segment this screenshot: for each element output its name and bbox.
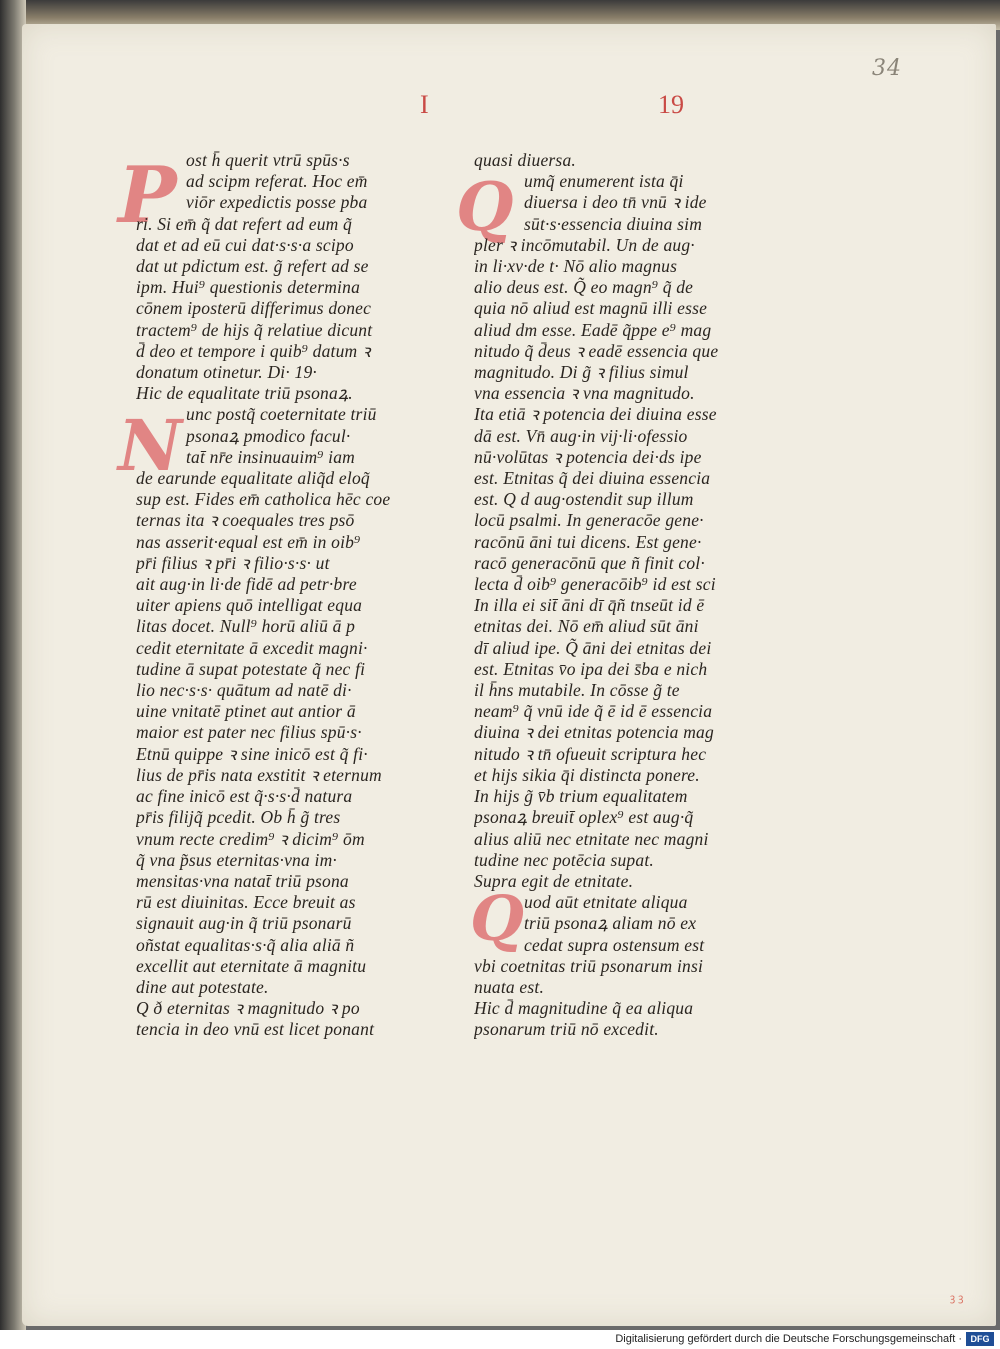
text-line: Q ð eternitas ꝛ magnitudo ꝛ po <box>136 998 360 1019</box>
text-line: vbi coetnitas triū psonarum insi <box>474 955 704 976</box>
text-line: diuersa i deo tn̄ vnū ꝛ ide <box>524 192 707 213</box>
text-line: ternas ita ꝛ coequales tres psō <box>136 510 355 531</box>
text-line: unc postq̃ coeternitate triū <box>186 404 377 425</box>
text-line: dā est. Vn̄ aug·in vij·li·ofessio <box>474 425 688 446</box>
text-column-left <box>136 150 400 1041</box>
dfg-logo: DFG <box>966 1332 994 1346</box>
text-line: viōr expedictis posse pba <box>186 192 368 213</box>
text-line: quia nō aliud est magnū illi esse <box>474 298 708 319</box>
text-line: il h̄ns mutabile. In cōsse g̃ te <box>474 680 680 701</box>
text-line: aliud dm esse. Eadē q̃ppe e⁹ mag <box>474 319 712 340</box>
text-line: est. Etnitas v̄o ipa dei s̄ba e nich <box>474 658 708 679</box>
text-line: ac fine inicō est q̃·s·s·d̄ natura <box>136 786 353 807</box>
text-line: nitudo q̃ d̄eus ꝛ eadē essencia que <box>474 340 719 361</box>
text-line: vna essencia ꝛ vna magnitudo. <box>474 383 695 404</box>
text-line: tat̄ nr̄e insinuauim⁹ iam <box>186 446 355 467</box>
text-line: sup est. Fides em̄ catholica hēc coe <box>136 489 391 510</box>
decorated-initial-p: P <box>118 150 177 241</box>
footer-bar <box>0 1330 1000 1349</box>
decorated-initial-q: Q <box>456 168 514 246</box>
text-line: alius aliū nec etnitate nec magni <box>474 828 709 849</box>
text-line: ost h̄ querit vtrū spūs·s <box>186 150 350 170</box>
text-line: nas asserit·equal est em̄ in oib⁹ <box>136 531 361 552</box>
text-line: In hijs g̃ v̄b trium equalitatem <box>474 786 688 807</box>
text-line: tudine ā supat potestate q̃ nec fi <box>136 658 366 679</box>
text-line: rū est diuinitas. Ecce breuit as <box>136 892 356 913</box>
text-line: signauit aug·in q̃ triū psonarū <box>136 913 352 934</box>
text-line: cōnem iposterū differimus donec <box>136 298 372 319</box>
text-line: est. Etnitas q̃ dei diuina essencia <box>474 468 711 489</box>
text-line: alio deus est. Q̃ eo magn⁹ q̃ de <box>474 277 694 298</box>
text-line: donatum otinetur. Di· 19· <box>136 362 317 383</box>
text-line: oñstat equalitas·s·q̃ alia aliā ñ <box>136 934 355 955</box>
text-line: psonarum triū nō excedit. <box>474 1019 659 1040</box>
header-distinction-number: 19 <box>658 90 684 119</box>
text-line: etnitas dei. Nō em̄ aliud sūt āni <box>474 616 699 637</box>
text-line: pr̄is filijq̃ pcedit. Ob h̄ g̃ tres <box>136 807 341 828</box>
text-line: d̄ deo et tempore i quib⁹ datum ꝛ <box>136 340 371 361</box>
text-line: Hic de equalitate triū psonaꝝ. <box>136 383 353 404</box>
text-line: Etnū quippe ꝛ sine inicō est q̃ fi· <box>136 743 368 764</box>
text-line: nuata est. <box>474 976 545 997</box>
text-line: psonaꝝ breuit̄ oplex⁹ est aug·q̃ <box>474 807 694 828</box>
text-line: dī aliud ipe. Q̃ āni dei etnitas dei <box>474 637 712 658</box>
text-line: pr̄i filius ꝛ pr̄i ꝛ filio·s·s· ut <box>136 552 330 573</box>
text-line: dat ut pdictum est. g̃ refert ad se <box>136 256 369 277</box>
text-line: psonaꝝ pmodico facul· <box>186 425 351 446</box>
text-line: tudine nec potēcia supat. <box>474 849 654 870</box>
text-line: et hijs sikia q̄i distincta ponere. <box>474 764 700 785</box>
folio-number: 34 <box>872 56 902 81</box>
text-line: lius de pr̄is nata exstitit ꝛ eternum <box>136 764 382 785</box>
footer-credit-text: Digitalisierung gefördert durch die Deutsche Forschungsgemeinschaft · <box>615 1333 962 1345</box>
text-line: cedit eternitate ā excedit magni· <box>136 637 368 658</box>
text-line: ad scipm referat. Hoc em̄ <box>186 171 368 192</box>
header-chapter-number: I <box>420 90 429 119</box>
text-line: excellit aut eternitate ā magnitu <box>136 955 367 976</box>
text-line: ri. Si em̄ q̃ dat refert ad eum q̃ <box>136 213 353 234</box>
text-line: locū psalmi. In generacōe gene· <box>474 510 704 531</box>
text-line: ait aug·in li·de fidē ad petr·bre <box>136 574 357 595</box>
text-line: nū·volūtas ꝛ potencia dei·ds ipe <box>474 446 702 467</box>
text-line: Supra egit de etnitate. <box>474 870 634 891</box>
text-line: cedat supra ostensum est <box>524 934 705 955</box>
text-line: vnum recte credim⁹ ꝛ dicim⁹ ōm <box>136 828 365 849</box>
text-line: quasi diuersa. <box>474 150 576 170</box>
text-line: uod aūt etnitate aliqua <box>524 892 688 913</box>
text-line: dat et ad eū cui dat·s·s·a scipo <box>136 234 354 255</box>
decorated-initial-n: N <box>118 404 182 487</box>
text-line: racōnū āni tui dicens. Est gene· <box>474 531 702 552</box>
text-line: q̃ vna p̃sus eternitas·vna im· <box>136 849 337 870</box>
text-line: in li·xv·de t· Nō alio magnus <box>474 256 678 277</box>
text-line: maior est pater nec filius spū·s· <box>136 722 362 743</box>
text-line: lecta d̄ oib⁹ generacōib⁹ id est sci <box>474 574 716 595</box>
text-line: umq̃ enumerent ista q̄i <box>524 171 684 192</box>
text-line: magnitudo. Di g̃ ꝛ filius simul <box>474 362 689 383</box>
corner-mark: ꝫ ꝫ <box>950 1293 964 1304</box>
text-line: ipm. Hui⁹ questionis determina <box>136 277 361 298</box>
text-line: racō generacōnū que ñ finit col· <box>474 552 705 573</box>
text-line: est. Q d aug·ostendit sup illum <box>474 489 694 510</box>
text-line: neam⁹ q̃ vnū ide q̃ ē id ē essencia <box>474 701 713 722</box>
text-line: triū psonaꝝ aliam nō ex <box>524 913 697 934</box>
decorated-initial-q-lower: Q <box>470 882 525 955</box>
text-line: uine vnitatē ptinet aut antior ā <box>136 701 356 722</box>
text-line: nitudo ꝛ tn̄ ofueuit scriptura hec <box>474 743 707 764</box>
text-line: In illa ei sit̄ āni dī q̄ñ tnseūt id ē <box>474 595 705 616</box>
text-line: sūt·s·essencia diuina sim <box>524 213 703 234</box>
text-line: lio nec·s·s· quātum ad natē di· <box>136 680 352 701</box>
text-line: Hic d̄ magnitudine q̃ ea aliqua <box>474 998 694 1019</box>
text-line: litas docet. Null⁹ horū aliū ā p <box>136 616 356 637</box>
text-line: Ita etiā ꝛ potencia dei diuina esse <box>474 404 717 425</box>
text-line: tencia in deo vnū est licet ponant <box>136 1019 375 1040</box>
text-line: dine aut potestate. <box>136 976 269 997</box>
text-line: uiter apiens quō intelligat equa <box>136 595 363 616</box>
text-line: de earunde equalitate aliq̃d eloq̃ <box>136 468 370 489</box>
text-line: pler ꝛ incōmutabil. Un de aug· <box>474 234 695 255</box>
text-line: tractem⁹ de hijs q̃ relatiue dicunt <box>136 319 373 340</box>
text-line: diuina ꝛ dei etnitas potencia mag <box>474 722 714 743</box>
text-column-right <box>474 150 736 1041</box>
text-line: mensitas·vna natat̄ triū psona <box>136 870 349 891</box>
